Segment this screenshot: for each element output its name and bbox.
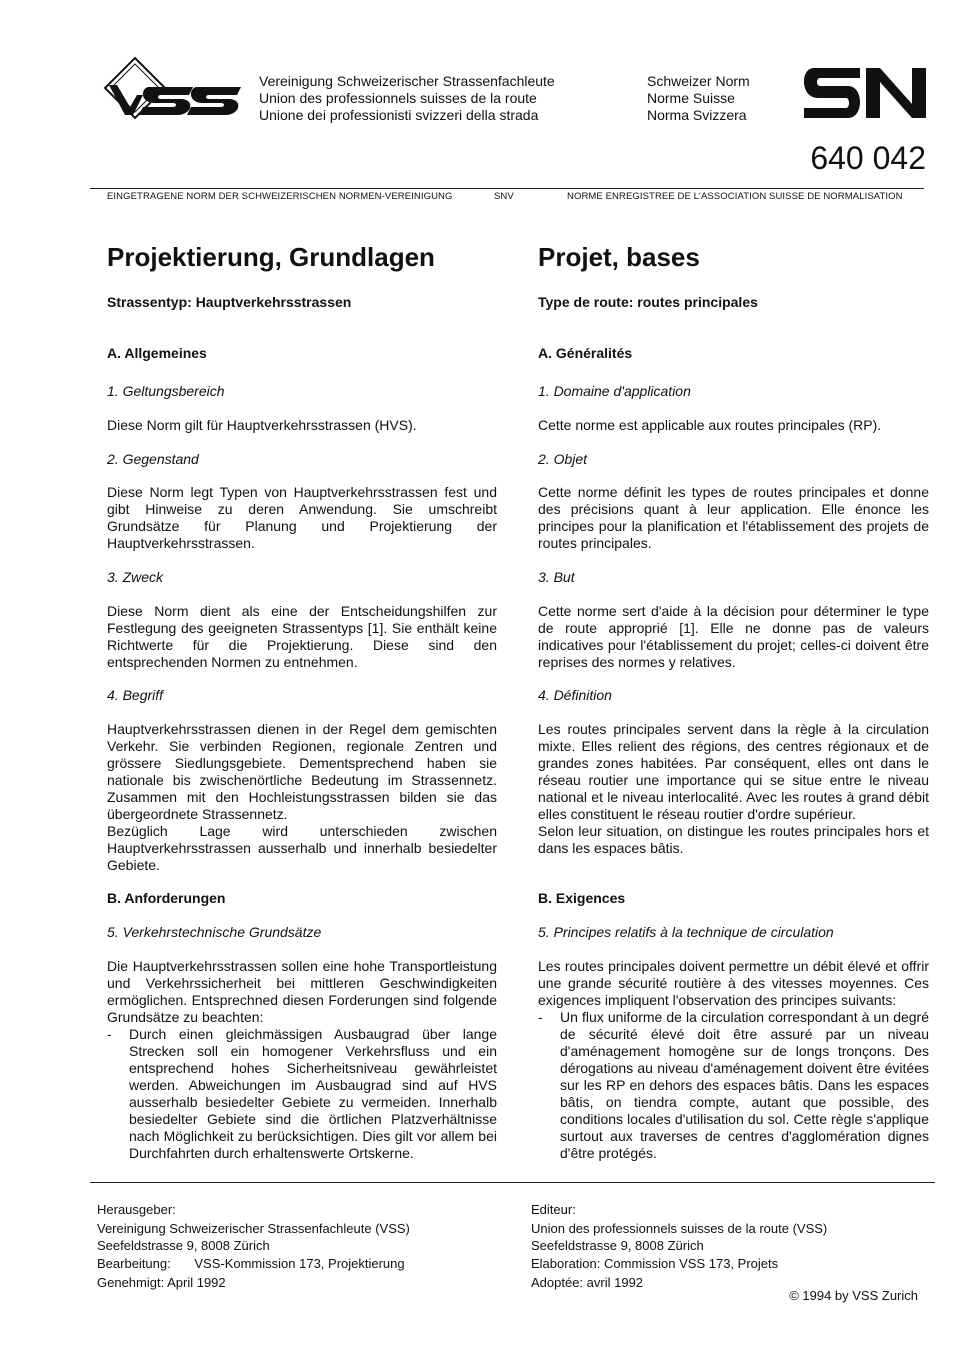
section-b-fr: B. Exigences xyxy=(538,890,626,906)
org-names xyxy=(259,73,555,124)
para-4-de xyxy=(107,721,497,874)
list-item xyxy=(107,1026,497,1162)
list-item xyxy=(538,1009,929,1162)
publisher-label-fr: Editeur: xyxy=(531,1202,576,1217)
heading-1-fr: 1. Domaine d'application xyxy=(538,383,691,399)
bullet-dash: - xyxy=(107,1026,112,1042)
bullet-text-de: Durch einen gleichmässigen Ausbaugrad über lange Strecken soll ein homogener Verkehrsfluss und ein entsprechend hohes Sicherheitsniveau gewährleistet werden. Abweichungen im Ausbaugrad sind auf HVS ausserhalb besiedelter Gebiete zu vermeiden. Innerhalb besiedelter Gebiete sind die örtlichen Platzverhältnisse nach Möglichkeit zu berücksichtigen. Dies gilt vor allem bei Durchfahrten durch erhaltenswerte Ortskerne. xyxy=(129,1026,497,1161)
para-4b-fr: Selon leur situation, on distingue les routes principales hors et dans les espaces bâtis. xyxy=(538,823,929,856)
norm-labels xyxy=(647,73,750,124)
footer-fr xyxy=(531,1201,827,1291)
publisher-org-de: Vereinigung Schweizerischer Strassenfachleute (VSS) xyxy=(97,1221,410,1236)
publisher-address-de: Seefeldstrasse 9, 8008 Zürich xyxy=(97,1238,270,1253)
para-4b-de: Bezüglich Lage wird unterschieden zwischen Hauptverkehrsstrassen ausserhalb und innerhalb besiedelter Gebiete. xyxy=(107,823,497,873)
registered-fr: NORME ENREGISTREE DE L'ASSOCIATION SUISSE DE NORMALISATION xyxy=(567,191,903,202)
header-rule xyxy=(90,188,924,189)
norm-label-fr: Norme Suisse xyxy=(647,90,735,106)
bullet-dash: - xyxy=(538,1009,543,1025)
para-4a-fr: Les routes principales servent dans la règle à la circulation mixte. Elles relient des régions, des centres régionaux et de grandes zones habitées. Par conséquent, elles ont dans le réseau routier une importance qui se situe entre le niveau national et le niveau interlocalité. Avec les routes à grand débit elles constituent le réseau routier d'ordre supérieur. xyxy=(538,721,929,822)
norm-label-de: Schweizer Norm xyxy=(647,73,750,89)
para-1-de: Diese Norm gilt für Hauptverkehrsstrassen (HVS). xyxy=(107,417,417,433)
publisher-address-fr: Seefeldstrasse 9, 8008 Zürich xyxy=(531,1238,704,1253)
norm-label-it: Norma Svizzera xyxy=(647,107,747,123)
heading-4-fr: 4. Définition xyxy=(538,687,612,703)
heading-3-de: 3. Zweck xyxy=(107,569,164,585)
sn-logo xyxy=(804,68,926,118)
edit-label-de: Bearbeitung: xyxy=(97,1256,171,1271)
para-4a-de: Hauptverkehrsstrassen dienen in der Regel dem gemischten Verkehr. Sie verbinden Regionen, regionale Zentren und grössere Siedlungsgebiete. Dementsprechend haben sie nationale bis zwischenörtliche Bedeutung im Strassennetz. Zusammen mit den Hochleistungsstrassen bilden sie das übergeordnete Strassennetz. xyxy=(107,721,497,822)
para-5-intro-de: Die Hauptverkehrsstrassen sollen eine hohe Transportleistung und Verkehrssicherheit bei mittleren Geschwindigkeiten ermöglichen. Entsprechned diesen Forderungen sind folgende Grundsätze zu beachten: xyxy=(107,958,497,1025)
para-3-fr: Cette norme sert d'aide à la décision pour déterminer le type de route approprié [1]. Elle ne donne pas de valeurs indicatives pour l'établissement du projet; celles-ci doivent être reprises des normes y relatives. xyxy=(538,603,929,670)
edit-line-de xyxy=(97,1255,410,1272)
para-2-fr: Cette norme définit les types de routes principales et donne des précisions quant à leur application. Elle énonce les principes pour la planification et l'établissement des projets de routes principales. xyxy=(538,484,929,551)
heading-3-fr: 3. But xyxy=(538,569,575,585)
publisher-org-fr: Union des professionnels suisses de la route (VSS) xyxy=(531,1221,828,1236)
para-3-de: Diese Norm dient als eine der Entscheidungshilfen zur Festlegung des geeigneten Strassentyps [1]. Sie enthält keine Richtwerte für die Projektierung. Diese sind den entsprechenden Normen zu entnehmen. xyxy=(107,603,497,670)
para-2-de: Diese Norm legt Typen von Hauptverkehrsstrassen fest und gibt Hinweise zu deren Anwendung. Sie umschreibt Grundsätze für Planung und Projektierung der Hauptverkehrsstrassen. xyxy=(107,484,497,551)
section-a-fr: A. Généralités xyxy=(538,345,633,361)
para-5-de xyxy=(107,958,497,1162)
publisher-label-de: Herausgeber: xyxy=(97,1202,176,1217)
subtitle-fr: Type de route: routes principales xyxy=(538,294,758,310)
title-de: Projektierung, Grundlagen xyxy=(107,242,435,272)
org-name-de: Vereinigung Schweizerischer Strassenfachleute xyxy=(259,73,555,89)
org-name-it: Unione dei professionisti svizzeri della strada xyxy=(259,107,539,123)
heading-1-de: 1. Geltungsbereich xyxy=(107,383,225,399)
footer-rule xyxy=(90,1182,935,1183)
adopted-fr: Adoptée: avril 1992 xyxy=(531,1275,644,1290)
section-b-de: B. Anforderungen xyxy=(107,890,226,906)
edit-value-de: VSS-Kommission 173, Projektierung xyxy=(194,1256,405,1271)
registered-snv: SNV xyxy=(494,191,514,202)
approved-de: Genehmigt: April 1992 xyxy=(97,1275,226,1290)
heading-5-fr: 5. Principes relatifs à la technique de circulation xyxy=(538,924,834,940)
section-a-de: A. Allgemeines xyxy=(107,345,207,361)
registered-de: EINGETRAGENE NORM DER SCHWEIZERISCHEN NORMEN-VEREINIGUNG xyxy=(107,191,453,202)
para-5-fr xyxy=(538,958,929,1162)
vss-logo xyxy=(103,55,243,121)
heading-4-de: 4. Begriff xyxy=(107,687,164,703)
footer-de xyxy=(97,1201,410,1291)
elaboration-fr: Elaboration: Commission VSS 173, Projets xyxy=(531,1256,779,1271)
subtitle-de: Strassentyp: Hauptverkehrsstrassen xyxy=(107,294,352,310)
para-1-fr: Cette norme est applicable aux routes principales (RP). xyxy=(538,417,882,433)
bullet-text-fr: Un flux uniforme de la circulation correspondant à un degré de sécurité élevé doit être assuré par un niveau d'aménagement homogène sur de longs tronçons. Des dérogations au niveau d'aménagement doivent être évitées sur les RP en dehors des espaces bâtis. Dans les espaces bâtis, on tiendra compte, autant que possible, des conditions locales d'utilisation du sol. Cette règle s'applique surtout aux traverses de centres d'agglomération dignes d'être protégés. xyxy=(560,1009,929,1161)
copyright: © 1994 by VSS Zurich xyxy=(789,1288,918,1303)
org-name-fr: Union des professionnels suisses de la route xyxy=(259,90,537,106)
heading-2-fr: 2. Objet xyxy=(538,451,588,467)
norm-number: 640 042 xyxy=(810,140,926,176)
heading-2-de: 2. Gegenstand xyxy=(107,451,199,467)
heading-5-de: 5. Verkehrstechnische Grundsätze xyxy=(107,924,322,940)
para-4-fr xyxy=(538,721,929,857)
title-fr: Projet, bases xyxy=(538,242,700,272)
para-5-intro-fr: Les routes principales doivent permettre un débit élevé et offrir une grande sécurité routière à des vitesses moyennes. Ces exigences impliquent l'observation des principes suivants: xyxy=(538,958,929,1008)
